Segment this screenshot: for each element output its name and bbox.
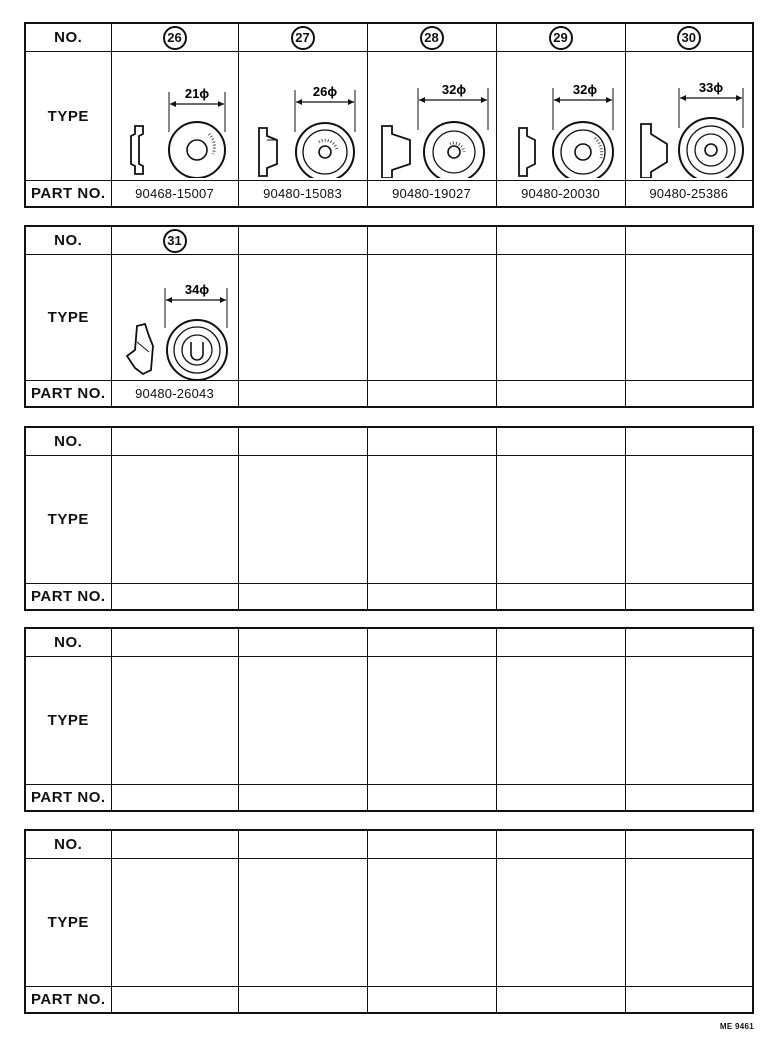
item-number-badge: 30: [677, 26, 701, 50]
diameter-dimension: 32ϕ: [572, 82, 597, 97]
item-number-cell: [496, 23, 625, 52]
empty-cell: [625, 427, 753, 456]
item-number-cell: [625, 23, 753, 52]
item-number-cell: [111, 23, 238, 52]
part-no-label: PART NO.: [25, 987, 111, 1014]
part-no-label: PART NO.: [25, 584, 111, 611]
part-no-label: PART NO.: [25, 381, 111, 408]
type-drawing-cell: [367, 52, 496, 181]
part-number: 90480-20030: [496, 181, 625, 208]
empty-cell: [496, 657, 625, 785]
empty-cell: [367, 381, 496, 408]
empty-cell: [238, 255, 367, 381]
empty-cell: [238, 987, 367, 1014]
empty-cell: [367, 226, 496, 255]
diameter-dimension: 26ϕ: [312, 84, 337, 99]
part-number: 90480-15083: [238, 181, 367, 208]
empty-cell: [111, 859, 238, 987]
empty-cell: [625, 987, 753, 1014]
part-number: 90480-26043: [111, 381, 238, 408]
empty-cell: [625, 859, 753, 987]
empty-cell: [111, 657, 238, 785]
grommet-drawing-30: [627, 54, 751, 178]
no-header-label: NO.: [25, 23, 111, 52]
diameter-dimension: 32ϕ: [441, 82, 466, 97]
empty-cell: [367, 987, 496, 1014]
empty-cell: [496, 456, 625, 584]
empty-cell: [238, 427, 367, 456]
parts-table-5: [24, 829, 754, 1014]
parts-table-1: [24, 22, 754, 208]
parts-table-4: [24, 627, 754, 812]
empty-cell: [367, 427, 496, 456]
empty-cell: [367, 657, 496, 785]
empty-cell: [496, 859, 625, 987]
item-number-cell: [367, 23, 496, 52]
type-drawing-cell: [111, 52, 238, 181]
diameter-dimension: 21ϕ: [184, 86, 209, 101]
item-number-badge: 29: [549, 26, 573, 50]
empty-cell: [496, 381, 625, 408]
empty-cell: [238, 830, 367, 859]
item-number-badge: 31: [163, 229, 187, 253]
type-label: TYPE: [25, 52, 111, 181]
part-no-label: PART NO.: [25, 181, 111, 208]
empty-cell: [367, 785, 496, 812]
empty-cell: [111, 987, 238, 1014]
drawing-code: ME 9461: [719, 1022, 754, 1031]
empty-cell: [238, 785, 367, 812]
empty-cell: [625, 226, 753, 255]
empty-cell: [625, 255, 753, 381]
grommet-drawing-31: [113, 256, 237, 380]
empty-cell: [625, 785, 753, 812]
type-label: TYPE: [25, 456, 111, 584]
empty-cell: [367, 859, 496, 987]
empty-cell: [238, 381, 367, 408]
item-number-badge: 26: [163, 26, 187, 50]
empty-cell: [367, 628, 496, 657]
empty-cell: [367, 584, 496, 611]
empty-cell: [496, 226, 625, 255]
empty-cell: [625, 830, 753, 859]
empty-cell: [625, 584, 753, 611]
empty-cell: [367, 255, 496, 381]
empty-cell: [111, 584, 238, 611]
type-label: TYPE: [25, 657, 111, 785]
no-header-label: NO.: [25, 830, 111, 859]
empty-cell: [496, 427, 625, 456]
item-number-cell: [238, 23, 367, 52]
empty-cell: [111, 785, 238, 812]
grommet-drawing-29: [499, 54, 623, 178]
empty-cell: [111, 830, 238, 859]
empty-cell: [238, 584, 367, 611]
part-number: 90480-25386: [625, 181, 753, 208]
empty-cell: [367, 456, 496, 584]
no-header-label: NO.: [25, 226, 111, 255]
no-header-label: NO.: [25, 427, 111, 456]
type-drawing-cell: [496, 52, 625, 181]
empty-cell: [111, 427, 238, 456]
type-label: TYPE: [25, 859, 111, 987]
type-label: TYPE: [25, 255, 111, 381]
empty-cell: [496, 987, 625, 1014]
empty-cell: [111, 456, 238, 584]
type-drawing-cell: [111, 255, 238, 381]
empty-cell: [625, 657, 753, 785]
parts-table-2: [24, 225, 754, 408]
part-no-label: PART NO.: [25, 785, 111, 812]
empty-cell: [367, 830, 496, 859]
type-drawing-cell: [238, 52, 367, 181]
diameter-dimension: 34ϕ: [184, 281, 209, 297]
empty-cell: [111, 628, 238, 657]
empty-cell: [238, 628, 367, 657]
grommet-drawing-26: [113, 54, 237, 178]
item-number-cell: [111, 226, 238, 255]
no-header-label: NO.: [25, 628, 111, 657]
grommet-drawing-28: [370, 54, 494, 178]
empty-cell: [496, 584, 625, 611]
empty-cell: [238, 226, 367, 255]
empty-cell: [625, 628, 753, 657]
empty-cell: [496, 628, 625, 657]
empty-cell: [238, 456, 367, 584]
item-number-badge: 28: [420, 26, 444, 50]
grommet-drawing-27: [241, 54, 365, 178]
empty-cell: [625, 381, 753, 408]
diameter-dimension: 33ϕ: [698, 80, 723, 95]
part-number: 90480-19027: [367, 181, 496, 208]
empty-cell: [625, 456, 753, 584]
empty-cell: [496, 785, 625, 812]
empty-cell: [496, 830, 625, 859]
type-drawing-cell: [625, 52, 753, 181]
empty-cell: [496, 255, 625, 381]
part-number: 90468-15007: [111, 181, 238, 208]
item-number-badge: 27: [291, 26, 315, 50]
empty-cell: [238, 657, 367, 785]
parts-table-3: [24, 426, 754, 611]
empty-cell: [238, 859, 367, 987]
